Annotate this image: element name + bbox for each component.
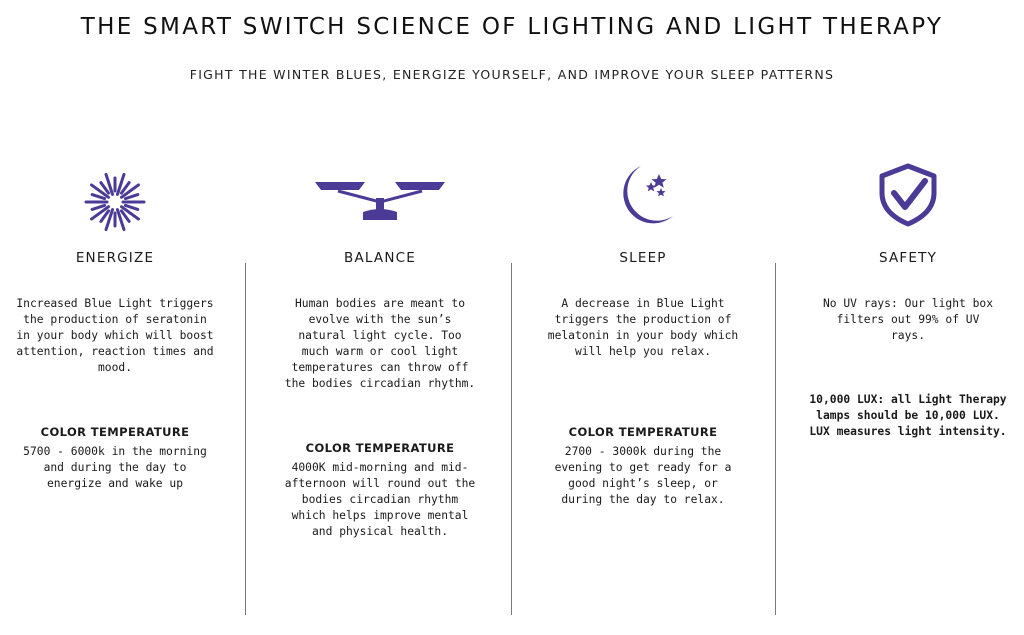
section-heading: ENERGIZE	[75, 250, 155, 266]
shield-check-icon	[878, 163, 938, 227]
sunburst-ray	[92, 195, 104, 199]
color-temperature-heading: COLOR TEMPERATURE	[40, 425, 190, 439]
column-safety	[788, 0, 1024, 635]
color-temperature-detail: 5700 - 6000k in the morning and during the day to energize and wake up	[23, 445, 207, 490]
lux-detail: 10,000 LUX: all Light Therapy lamps should be 10,000 LUX. LUX measures light intensity.	[809, 393, 1007, 438]
column-divider	[511, 263, 512, 615]
sunburst-ray	[125, 205, 137, 209]
section-heading: SAFETY	[878, 250, 938, 266]
color-temperature-detail: 2700 - 3000k during the evening to get ready for a good night’s sleep, or during the day to relax.	[554, 445, 732, 506]
section-body: No UV rays: Our light box filters out 99% of UV rays.	[822, 297, 994, 342]
section-body: Human bodies are meant to evolve with the sun’s natural light cycle. Too much warm or cool light temperatures can throw off the bodies circadian rhythm.	[284, 297, 476, 390]
section-body: Increased Blue Light triggers the production of seratonin in your body which will boost attention, reaction times and mood.	[16, 297, 214, 374]
section-body: A decrease in Blue Light triggers the production of melatonin in your body which will help you relax.	[547, 297, 739, 358]
sunburst-ray	[92, 205, 104, 209]
column-divider	[775, 263, 776, 615]
sunburst-icon	[83, 170, 147, 234]
section-heading: BALANCE	[343, 250, 417, 266]
moon-stars-icon	[615, 162, 675, 228]
color-temperature-heading: COLOR TEMPERATURE	[305, 441, 455, 455]
balance-scale-icon	[313, 176, 447, 222]
column-energize	[0, 0, 235, 635]
column-divider	[245, 263, 246, 615]
color-temperature-detail: 4000K mid-morning and mid-afternoon will round out the bodies circadian rhythm which helps improve mental and physical health.	[284, 461, 476, 538]
page-subtitle: FIGHT THE WINTER BLUES, ENERGIZE YOURSELF, AND IMPROVE YOUR SLEEP PATTERNS	[189, 67, 835, 82]
column-sleep	[523, 0, 763, 635]
section-heading: SLEEP	[619, 250, 667, 266]
sunburst-ray	[125, 195, 137, 199]
page-title: THE SMART SWITCH SCIENCE OF LIGHTING AND LIGHT THERAPY	[80, 14, 944, 40]
color-temperature-heading: COLOR TEMPERATURE	[568, 425, 718, 439]
column-balance	[260, 0, 500, 635]
